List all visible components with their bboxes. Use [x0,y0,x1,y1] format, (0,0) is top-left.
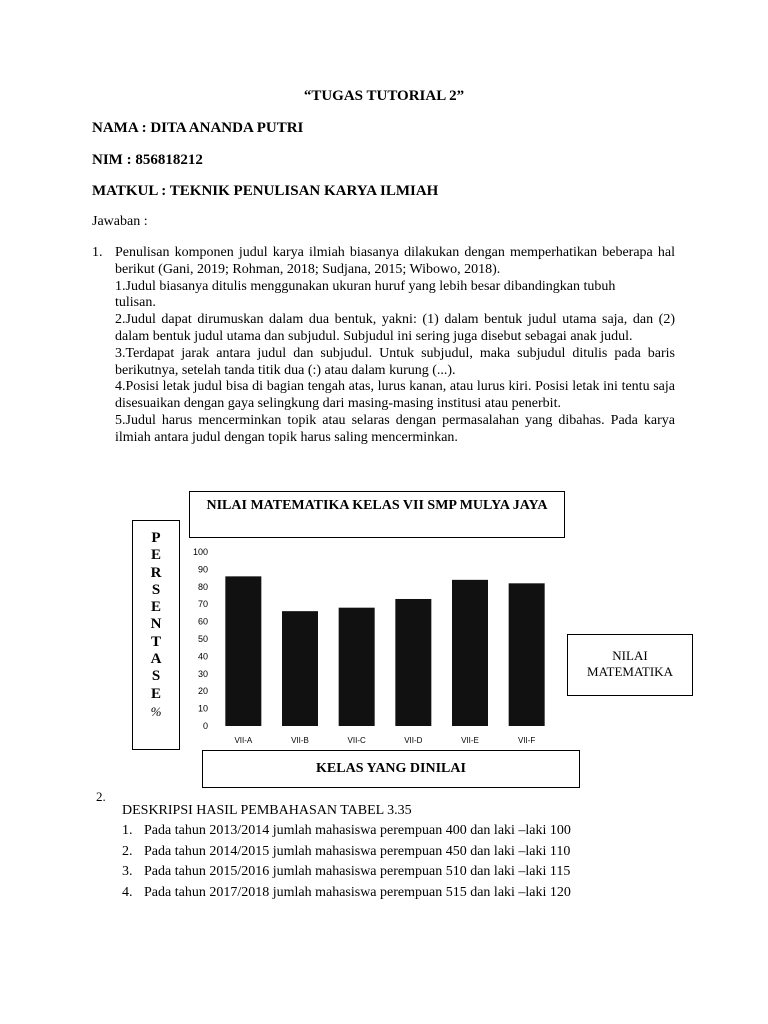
answer-2-list [122,821,571,903]
y-tick-label: 70 [197,599,208,610]
answer-2-number: 2. [96,789,106,804]
answer-label: Jawaban : [92,214,148,229]
x-tick-label: VII-D [404,736,423,745]
bar [339,608,375,726]
list-item-number: 1. [122,823,133,838]
y-axis-label-letter: T [150,633,161,650]
y-tick-label: 20 [197,686,208,697]
answer-1-intro: Penulisan komponen judul karya ilmiah biasanya dilakukan dengan memperhatikan beberapa hal berikut (Gani, 2019; Rohman, 2018; Sudjana, 2015; Wibowo, 2018). [115,245,675,277]
list-item-text: Pada tahun 2017/2018 jumlah mahasiswa perempuan 515 dan laki –laki 120 [144,884,571,900]
x-tick-label: VII-E [461,736,479,745]
y-tick-label: 40 [197,651,208,662]
y-axis-label-letter: R [150,564,162,581]
list-item [122,821,571,842]
chart-legend: NILAI MATEMATIKA [567,634,693,696]
answer-1-point-5: 5.Judul harus mencerminkan topik atau selaras dengan permasalahan yang dibahas. Pada karya ilmiah antara judul dengan topik harus saling mencerminkan. [115,412,675,445]
list-item-text: Pada tahun 2014/2015 jumlah mahasiswa perempuan 450 dan laki –laki 110 [144,843,571,859]
y-tick-label: 50 [197,634,208,644]
student-name: NAMA : DITA ANANDA PUTRI [92,120,304,136]
y-axis-label [132,520,180,750]
list-item-text: Pada tahun 2013/2014 jumlah mahasiswa perempuan 400 dan laki –laki 100 [144,823,571,838]
y-axis-label-letter: N [150,616,162,633]
y-tick-label: 0 [202,721,208,731]
y-tick-label: 100 [192,547,208,557]
list-item [122,883,571,904]
y-axis-label-letter: S [151,581,161,598]
y-tick-label: 30 [197,668,208,679]
y-axis-label-letter: P [151,530,161,546]
y-axis-label-letter: E [150,547,161,564]
bar [395,599,431,726]
list-item-text: Pada tahun 2015/2016 jumlah mahasiswa perempuan 510 dan laki –laki 115 [144,864,571,879]
y-tick-label: 10 [197,703,208,714]
answer-1 [92,245,675,447]
list-item [122,862,571,883]
student-nim: NIM : 856818212 [92,152,203,168]
answer-1-point-4: 4.Posisi letak judul bisa di bagian tengah atas, lurus kanan, atau lurus kiri. Posisi letak ini tentu saja disesuaikan dengan gaya selingkung dari masing-masing institusi atau penerbit. [115,379,675,412]
answer-1-point-2: 2.Judul dapat dirumuskan dalam dua bentuk, yakni: (1) dalam bentuk judul utama saja, dan (2) dalam bentuk judul utama dan subjudul. Subjudul ini sering juga disebut sebagai anak judul. [115,312,675,344]
y-tick-label: 80 [197,581,208,592]
bar-chart [180,540,560,750]
document-title: “TUGAS TUTORIAL 2” [303,88,465,104]
bar [225,576,261,726]
list-item-number: 3. [122,864,133,879]
y-axis-label-letter: E [150,599,161,616]
answer-1-number: 1. [92,245,103,260]
x-tick-label: VII-B [291,736,309,745]
y-axis-label-letter: E [150,685,161,702]
y-axis-unit: % [150,703,162,719]
x-tick-label: VII-C [347,736,366,745]
y-tick-label: 60 [197,616,208,627]
list-item-number: 4. [122,884,133,900]
bar [509,583,545,726]
x-tick-label: VII-F [517,736,536,745]
list-item-number: 2. [122,843,133,859]
y-axis-label-letter: S [151,668,161,685]
answer-2-heading: DESKRIPSI HASIL PEMBAHASAN TABEL 3.35 [122,803,412,818]
y-axis-label-letter: A [150,651,162,668]
answer-1-point-1: 1.Judul biasanya ditulis menggunakan ukuran huruf yang lebih besar dibandingkan tubuh tulisan. [115,278,616,311]
x-tick-label: VII-A [234,736,253,745]
y-tick-label: 90 [197,564,208,575]
list-item [122,842,571,863]
course-name: MATKUL : TEKNIK PENULISAN KARYA ILMIAH [92,183,439,199]
chart-title: NILAI MATEMATIKA KELAS VII SMP MULYA JAYA [189,491,565,538]
x-axis-label: KELAS YANG DINILAI [202,750,580,788]
bar [282,611,318,726]
answer-1-point-3: 3.Terdapat jarak antara judul dan subjudul. Untuk subjudul, maka subjudul ditulis pada baris berikutnya, setelah tanda titik dua (:) atau dalam kurung (...). [115,345,675,378]
bar [452,580,488,726]
